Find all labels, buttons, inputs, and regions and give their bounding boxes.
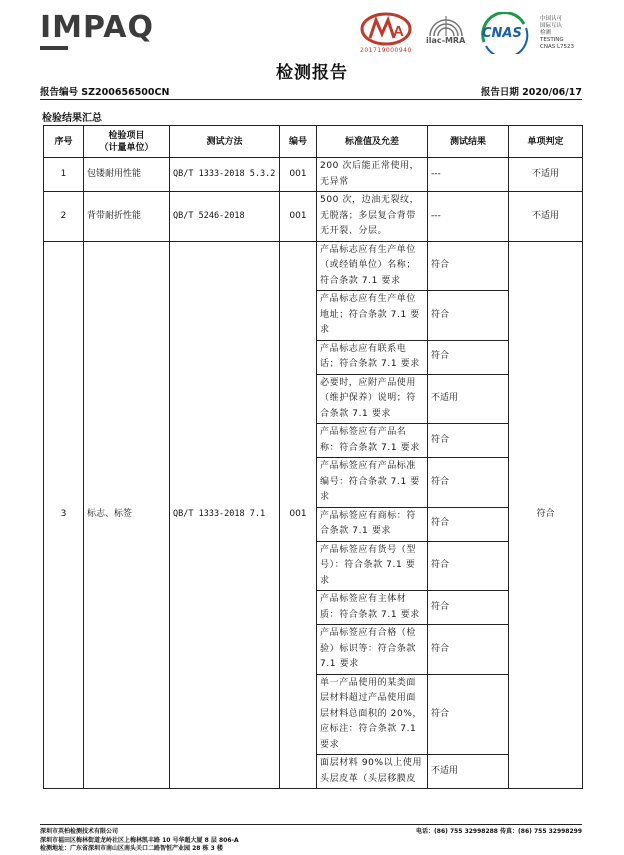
row-standard: 200 次后能正常使用，无异常 — [317, 158, 428, 192]
row-result: 不适用 — [428, 755, 509, 789]
header-result: 测试结果 — [428, 126, 509, 158]
row-result: --- — [428, 158, 509, 192]
report-footer — [40, 824, 582, 854]
header-judgement: 单项判定 — [509, 126, 583, 158]
row-code: 001 — [280, 192, 317, 242]
row-seq: 1 — [44, 158, 84, 192]
row-result: 符合 — [428, 291, 509, 341]
row-result: 符合 — [428, 541, 509, 591]
row-standard: 面层材料 90%以上使用头层皮革（头层移膜皮 — [317, 755, 428, 789]
footer-lab: 检测地址：广东省深圳市南山区南头关口二路智恒产业园 28 栋 3 楼 — [40, 845, 223, 852]
ilac-mra-icon — [424, 12, 468, 54]
row-standard: 产品标签应有商标：符合条款 7.1 要求 — [317, 507, 428, 541]
row-method: QB/T 5246-2018 — [170, 192, 280, 242]
row-standard: 产品标签应有产品标准编号：符合条款 7.1 要求 — [317, 458, 428, 508]
cma-number: 201719000940 — [360, 47, 412, 54]
row-seq: 3 — [44, 241, 84, 789]
row-seq: 2 — [44, 192, 84, 242]
row-item: 标志、标签 — [84, 241, 170, 789]
row-standard: 500 次，边油无裂纹，无脱落；多层复合背带无开裂、分层。 — [317, 192, 428, 242]
row-item: 包镂耐用性能 — [84, 158, 170, 192]
row-standard: 单一产品使用的某类面层材料超过产品使用面层材料总面积的 20%，应标注：符合条款 7.1 要求 — [317, 674, 428, 755]
row-standard: 产品标签应有主体材质：符合条款 7.1 要求 — [317, 591, 428, 625]
report-title: 检测报告 — [276, 63, 348, 83]
row-standard: 产品标志应有生产单位地址；符合条款 7.1 要求 — [317, 291, 428, 341]
report-date: 报告日期 2020/06/17 — [480, 87, 582, 98]
report-meta — [40, 84, 582, 98]
footer-company: 深圳市英柏检测技术有限公司 — [40, 828, 119, 835]
row-code: 001 — [280, 158, 317, 192]
row-result: 符合 — [428, 507, 509, 541]
row-result: 符合 — [428, 424, 509, 458]
footer-address: 深圳市福田区梅林街道龙岭社区上梅林凯丰路 10 号华超大厦 8 层 806-A — [40, 836, 239, 844]
header-code: 编号 — [280, 126, 317, 158]
header-method: 测试方法 — [170, 126, 280, 158]
ilac-label: ilac-MRA — [426, 36, 466, 45]
report-number: 报告编号 SZ200656500CN — [40, 87, 170, 98]
row-standard: 必要时，应附产品使用（维护保养）说明；符合条款 7.1 要求 — [317, 374, 428, 424]
section-title: 检验结果汇总 — [42, 113, 102, 124]
table-row — [44, 241, 583, 291]
results-table — [43, 125, 583, 789]
row-method: QB/T 1333-2018 7.1 — [170, 241, 280, 789]
row-judgement: 符合 — [509, 241, 583, 789]
table-row — [44, 158, 583, 192]
cma-mark-icon — [360, 12, 416, 54]
cnas-side-text: 中国认可 国际互认 检测 TESTING CNAS L7523 — [540, 15, 575, 50]
header-seq: 序号 — [44, 126, 84, 158]
row-standard: 产品标签应有合格（检验）标识等：符合条款 7.1 要求 — [317, 625, 428, 675]
row-standard: 产品标签应有产品名称：符合条款 7.1 要求 — [317, 424, 428, 458]
header-item: 检验项目 （计量单位） — [84, 126, 170, 158]
footer-contact: 电话：(86) 755 32998288 传真：(86) 755 32998299 — [416, 828, 582, 835]
header-standard: 标准值及允差 — [317, 126, 428, 158]
row-judgement: 不适用 — [509, 192, 583, 242]
row-standard: 产品标签应有货号（型号）：符合条款 7.1 要求 — [317, 541, 428, 591]
row-result: 符合 — [428, 591, 509, 625]
table-row — [44, 192, 583, 242]
cnas-mark-icon — [476, 12, 532, 54]
row-method: QB/T 1333-2018 5.3.2 — [170, 158, 280, 192]
row-standard: 产品标志应有生产单位（或经销单位）名称；符合条款 7.1 要求 — [317, 241, 428, 291]
row-result: 符合 — [428, 674, 509, 755]
company-logo: IMPAQ — [40, 10, 154, 45]
row-result: 符合 — [428, 241, 509, 291]
header-divider — [40, 99, 582, 100]
row-item: 背带耐折性能 — [84, 192, 170, 242]
row-result: 符合 — [428, 625, 509, 675]
svg-text:A: A — [393, 23, 404, 40]
row-result: --- — [428, 192, 509, 242]
table-header-row — [44, 126, 583, 158]
row-result: 符合 — [428, 340, 509, 374]
row-code: 001 — [280, 241, 317, 789]
row-judgement: 不适用 — [509, 158, 583, 192]
row-result: 不适用 — [428, 374, 509, 424]
cnas-label: CNAS — [482, 26, 522, 41]
row-result: 符合 — [428, 458, 509, 508]
row-standard: 产品标志应有联系电话；符合条款 7.1 要求 — [317, 340, 428, 374]
certification-marks — [360, 12, 584, 54]
